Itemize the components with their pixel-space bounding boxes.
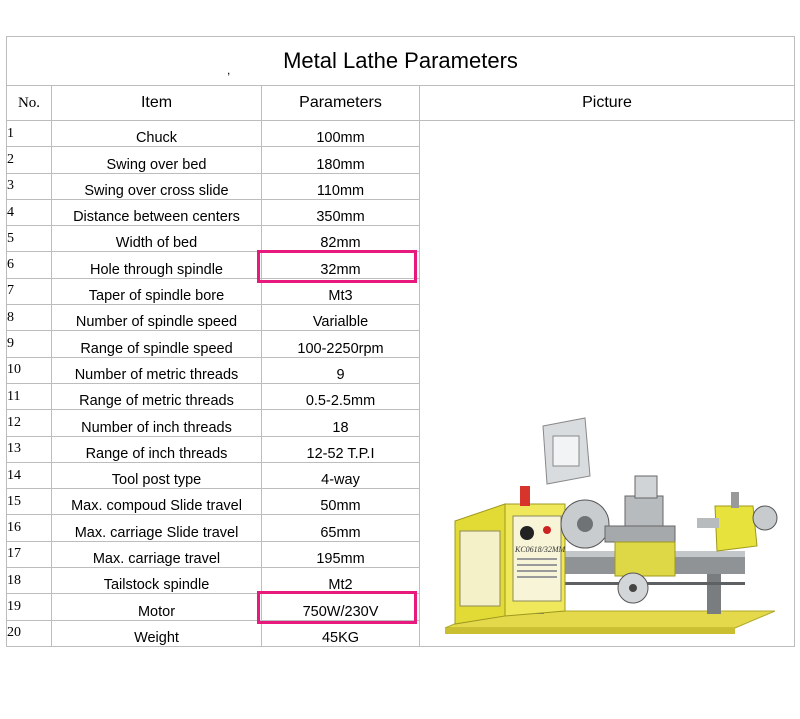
- row-value: 50mm: [262, 489, 420, 515]
- row-number: 9: [7, 331, 52, 357]
- row-number: 18: [7, 568, 52, 594]
- row-item: Swing over cross slide: [52, 173, 262, 199]
- row-value: Varialble: [262, 305, 420, 331]
- row-number: 17: [7, 541, 52, 567]
- row-number: 4: [7, 199, 52, 225]
- row-item: Number of spindle speed: [52, 305, 262, 331]
- row-value: 9: [262, 357, 420, 383]
- row-number: 3: [7, 173, 52, 199]
- row-item: Max. carriage Slide travel: [52, 515, 262, 541]
- row-number: 15: [7, 489, 52, 515]
- header-item: Item: [52, 86, 262, 121]
- title-row: [7, 37, 795, 86]
- row-value: 82mm: [262, 226, 420, 252]
- header-no: No.: [7, 86, 52, 121]
- row-value: 32mm: [262, 252, 420, 278]
- row-item: Swing over bed: [52, 147, 262, 173]
- highlight-hole-through-spindle: [257, 250, 417, 283]
- table-title-text: Metal Lathe Parameters: [283, 48, 518, 73]
- row-item: Range of inch threads: [52, 436, 262, 462]
- row-number: 12: [7, 410, 52, 436]
- row-item: Width of bed: [52, 226, 262, 252]
- row-number: 14: [7, 462, 52, 488]
- lathe-illustration: [445, 418, 777, 634]
- row-item: Tailstock spindle: [52, 568, 262, 594]
- row-number: 16: [7, 515, 52, 541]
- lathe-parameters-table: [6, 36, 795, 647]
- row-number: 20: [7, 620, 52, 646]
- header-row: [7, 86, 795, 121]
- row-item: Motor: [52, 594, 262, 620]
- row-value: 0.5-2.5mm: [262, 383, 420, 409]
- row-item: Tool post type: [52, 462, 262, 488]
- table-body: [7, 121, 795, 647]
- highlight-motor: [257, 591, 417, 624]
- row-value: 180mm: [262, 147, 420, 173]
- row-value: 100mm: [262, 121, 420, 147]
- row-value: 110mm: [262, 173, 420, 199]
- row-number: 19: [7, 594, 52, 620]
- row-item: Number of metric threads: [52, 357, 262, 383]
- row-value: 45KG: [262, 620, 420, 646]
- row-item: Max. compoud Slide travel: [52, 489, 262, 515]
- row-number: 7: [7, 278, 52, 304]
- row-value: Mt2: [262, 568, 420, 594]
- header-picture: Picture: [420, 86, 795, 121]
- row-number: 13: [7, 436, 52, 462]
- row-value: 12-52 T.P.I: [262, 436, 420, 462]
- row-number: 5: [7, 226, 52, 252]
- header-parameters: Parameters: [262, 86, 420, 121]
- row-value: 195mm: [262, 541, 420, 567]
- row-value: 100-2250rpm: [262, 331, 420, 357]
- title-mark: ,: [227, 63, 231, 77]
- row-number: 10: [7, 357, 52, 383]
- table-row: [7, 121, 795, 147]
- row-value: 18: [262, 410, 420, 436]
- row-item: Range of metric threads: [52, 383, 262, 409]
- row-value: Mt3: [262, 278, 420, 304]
- row-value: 750W/230V: [262, 594, 420, 620]
- table-title: [7, 37, 795, 86]
- picture-cell: [420, 121, 795, 647]
- row-item: Taper of spindle bore: [52, 278, 262, 304]
- row-item: Chuck: [52, 121, 262, 147]
- model-label: KC0618/32MM: [514, 544, 565, 554]
- row-value: 350mm: [262, 199, 420, 225]
- row-item: Number of inch threads: [52, 410, 262, 436]
- row-item: Max. carriage travel: [52, 541, 262, 567]
- row-number: 1: [7, 121, 52, 147]
- row-item: Hole through spindle: [52, 252, 262, 278]
- row-number: 11: [7, 383, 52, 409]
- row-number: 6: [7, 252, 52, 278]
- row-value: 65mm: [262, 515, 420, 541]
- metal-lathe-picture: [435, 406, 780, 646]
- row-item: Range of spindle speed: [52, 331, 262, 357]
- row-number: 2: [7, 147, 52, 173]
- row-value: 4-way: [262, 462, 420, 488]
- row-item: Distance between centers: [52, 199, 262, 225]
- row-number: 8: [7, 305, 52, 331]
- row-item: Weight: [52, 620, 262, 646]
